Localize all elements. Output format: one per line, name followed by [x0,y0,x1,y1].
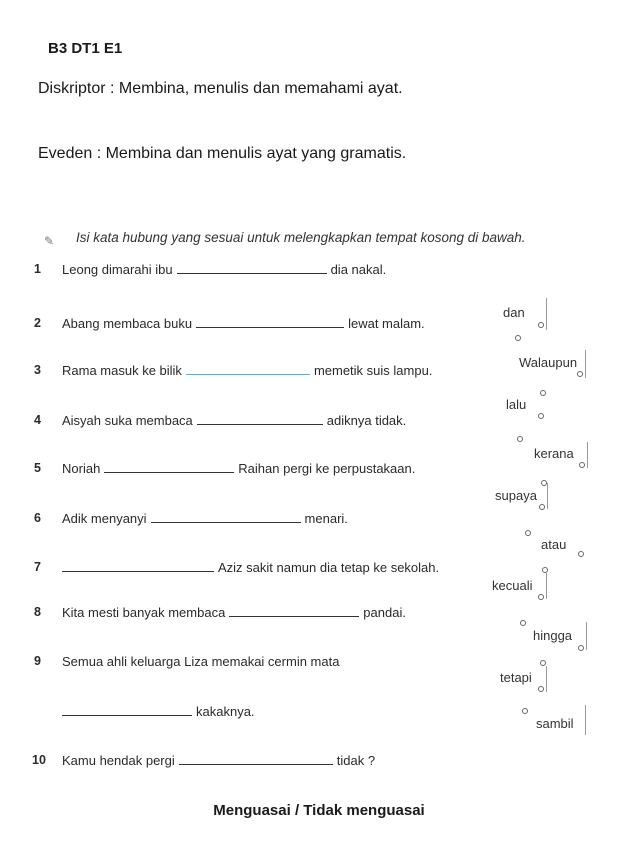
word-bank-sambil: sambil [536,716,574,731]
answer-blank[interactable] [196,316,344,328]
question-text-before: Adik menyanyi [62,511,147,526]
question-number: 9 [34,654,41,668]
word-bank-dot [539,504,545,510]
question-text-after: Aziz sakit namun dia tetap ke sekolah. [218,560,440,575]
word-bank-dot [525,530,531,536]
mastery-status: Menguasai / Tidak menguasai [213,802,425,819]
answer-blank[interactable] [179,753,333,765]
word-bank-dan: dan [503,305,525,320]
question-number: 1 [34,262,41,276]
question-text-before: Rama masuk ke bilik [62,363,182,378]
evidence-line: Eveden : Membina dan menulis ayat yang gramatis. [38,145,407,162]
question-number: 5 [34,461,41,475]
word-bank-dot [538,594,544,600]
question-text-before: Kita mesti banyak membaca [62,605,226,620]
question-number: 3 [34,363,41,377]
word-bank-dot [522,708,528,714]
word-bank-dot [578,551,584,557]
question-text-after: adiknya tidak. [326,413,407,428]
word-bank-dot [577,371,583,377]
descriptor-line: Diskriptor : Membina, menulis dan memahami ayat. [38,80,403,97]
question-number: 10 [32,753,46,767]
word-bank-dot [520,620,526,626]
word-bank-dot [515,335,521,341]
word-bank-dot [517,436,523,442]
word-bank-dot [579,462,585,468]
word-bank-kerana: kerana [534,446,574,461]
question-text-after: dia nakal. [330,262,387,277]
answer-blank[interactable] [62,704,192,716]
answer-blank[interactable] [197,413,323,425]
answer-blank[interactable] [229,605,359,617]
word-bank-supaya: supaya [495,488,537,503]
question-text-after: kakaknya. [196,704,255,719]
word-bank-dot [538,686,544,692]
question-text-before: Semua ahli keluarga Liza memakai cermin mata [62,654,340,669]
word-bank-hingga: hingga [533,628,573,643]
word-bank-kecuali: kecuali [492,578,533,593]
word-bank-tetapi: tetapi [500,670,532,685]
word-bank-lalu: lalu [506,397,527,412]
question-text-before: Kamu hendak pergi [62,753,175,768]
question-text-after: lewat malam. [348,316,425,331]
question-text-after: Raihan pergi ke perpustakaan. [238,461,416,476]
word-bank-dot [578,645,584,651]
worksheet-code: B3 DT1 E1 [48,40,123,57]
word-bank-dot [538,413,544,419]
answer-blank[interactable] [151,511,301,523]
question-text-before: Abang membaca buku [62,316,193,331]
question-number: 2 [34,316,41,330]
question-number: 7 [34,560,41,574]
question-number: 6 [34,511,41,525]
question-text-after: tidak ? [336,753,376,768]
word-bank-walaupun: Walaupun [519,355,578,370]
answer-blank[interactable] [104,461,234,473]
answer-blank[interactable] [62,560,214,572]
answer-blank[interactable] [177,262,327,274]
question-text-after: pandai. [363,605,406,620]
question-text-before: Noriah [62,461,101,476]
question-number: 4 [34,413,41,427]
question-text-before: Leong dimarahi ibu [62,262,173,277]
word-bank-border [577,705,586,735]
question-text-after: memetik suis lampu. [313,363,433,378]
instruction-text: Isi kata hubung yang sesuai untuk melengkapkan tempat kosong di bawah. [76,230,526,245]
word-bank-dot [538,322,544,328]
question-number: 8 [34,605,41,619]
word-bank-atau: atau [541,537,567,552]
question-text-before: Aisyah suka membaca [62,413,193,428]
pencil-mark-icon: ✎ [44,234,55,248]
question-text-after: menari. [304,511,348,526]
answer-blank[interactable] [186,363,310,375]
word-bank-dot [540,390,546,396]
